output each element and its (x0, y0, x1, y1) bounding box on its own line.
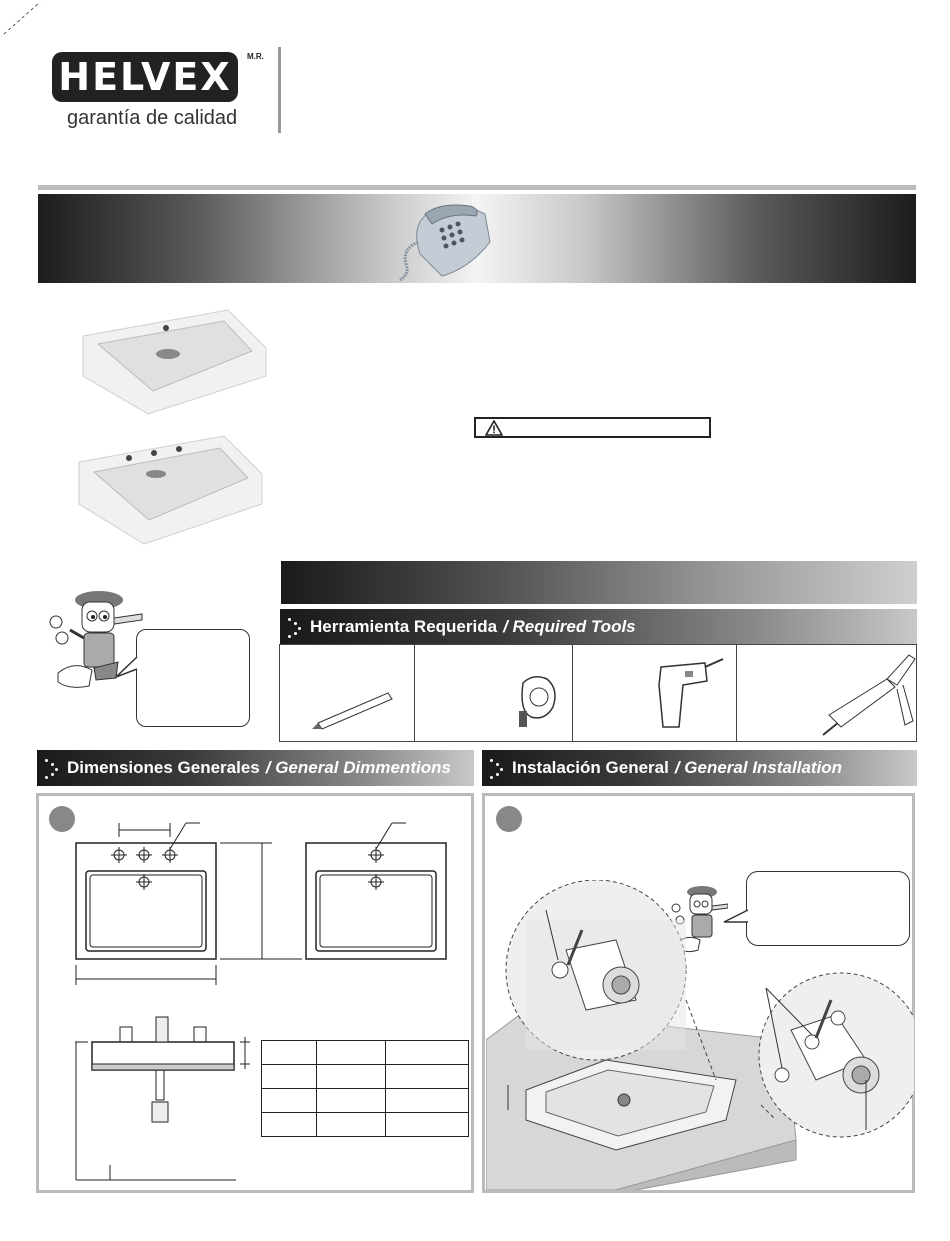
installation-header (482, 750, 917, 786)
brand-logo (52, 52, 238, 102)
installation-title-en: / General Installation (674, 758, 843, 777)
dimensions-title-en: / General Dimmentions (265, 758, 451, 777)
tools-title-es: Herramienta Requerida (310, 617, 498, 636)
tape-measure-icon (415, 645, 572, 741)
warning-box (474, 417, 711, 438)
pencil-icon (280, 645, 414, 741)
crop-mark (0, 0, 44, 40)
dimensions-table (261, 1040, 469, 1137)
top-rule (38, 185, 916, 190)
dimensions-title-es: Dimensiones Generales (67, 758, 260, 777)
drill-icon (573, 645, 736, 741)
installation-drawing (486, 880, 914, 1190)
installation-title-es: Instalación General (512, 758, 669, 777)
tool-cell-tape (415, 645, 573, 741)
tip-bubble-tail (114, 655, 140, 679)
tool-cell-drill (573, 645, 737, 741)
caulk-gun-icon (737, 645, 919, 741)
tip-bubble (136, 629, 250, 727)
tools-row (279, 644, 917, 742)
brand-tagline: garantía de calidad (67, 107, 238, 129)
logo-text: HELVEX (58, 55, 232, 99)
step-circle-2 (496, 806, 522, 832)
plumber-mascot-icon (44, 578, 144, 700)
tool-cell-pencil (280, 645, 415, 741)
tools-header (280, 609, 917, 645)
dimensions-header (37, 750, 474, 786)
tool-cell-caulk-gun (737, 645, 919, 741)
telephone-icon (380, 194, 500, 284)
header-divider (278, 47, 281, 133)
sink-three-hole-image (74, 432, 264, 550)
bullet-dots-icon (286, 616, 304, 638)
bullet-dots-icon (43, 757, 61, 779)
bullet-dots-icon (488, 757, 506, 779)
section-band (281, 561, 917, 604)
warning-triangle-icon (485, 420, 503, 436)
sink-single-hole-image (78, 306, 268, 418)
registered-mark: M.R. (247, 52, 264, 61)
tools-title-en: / Required Tools (503, 617, 636, 636)
